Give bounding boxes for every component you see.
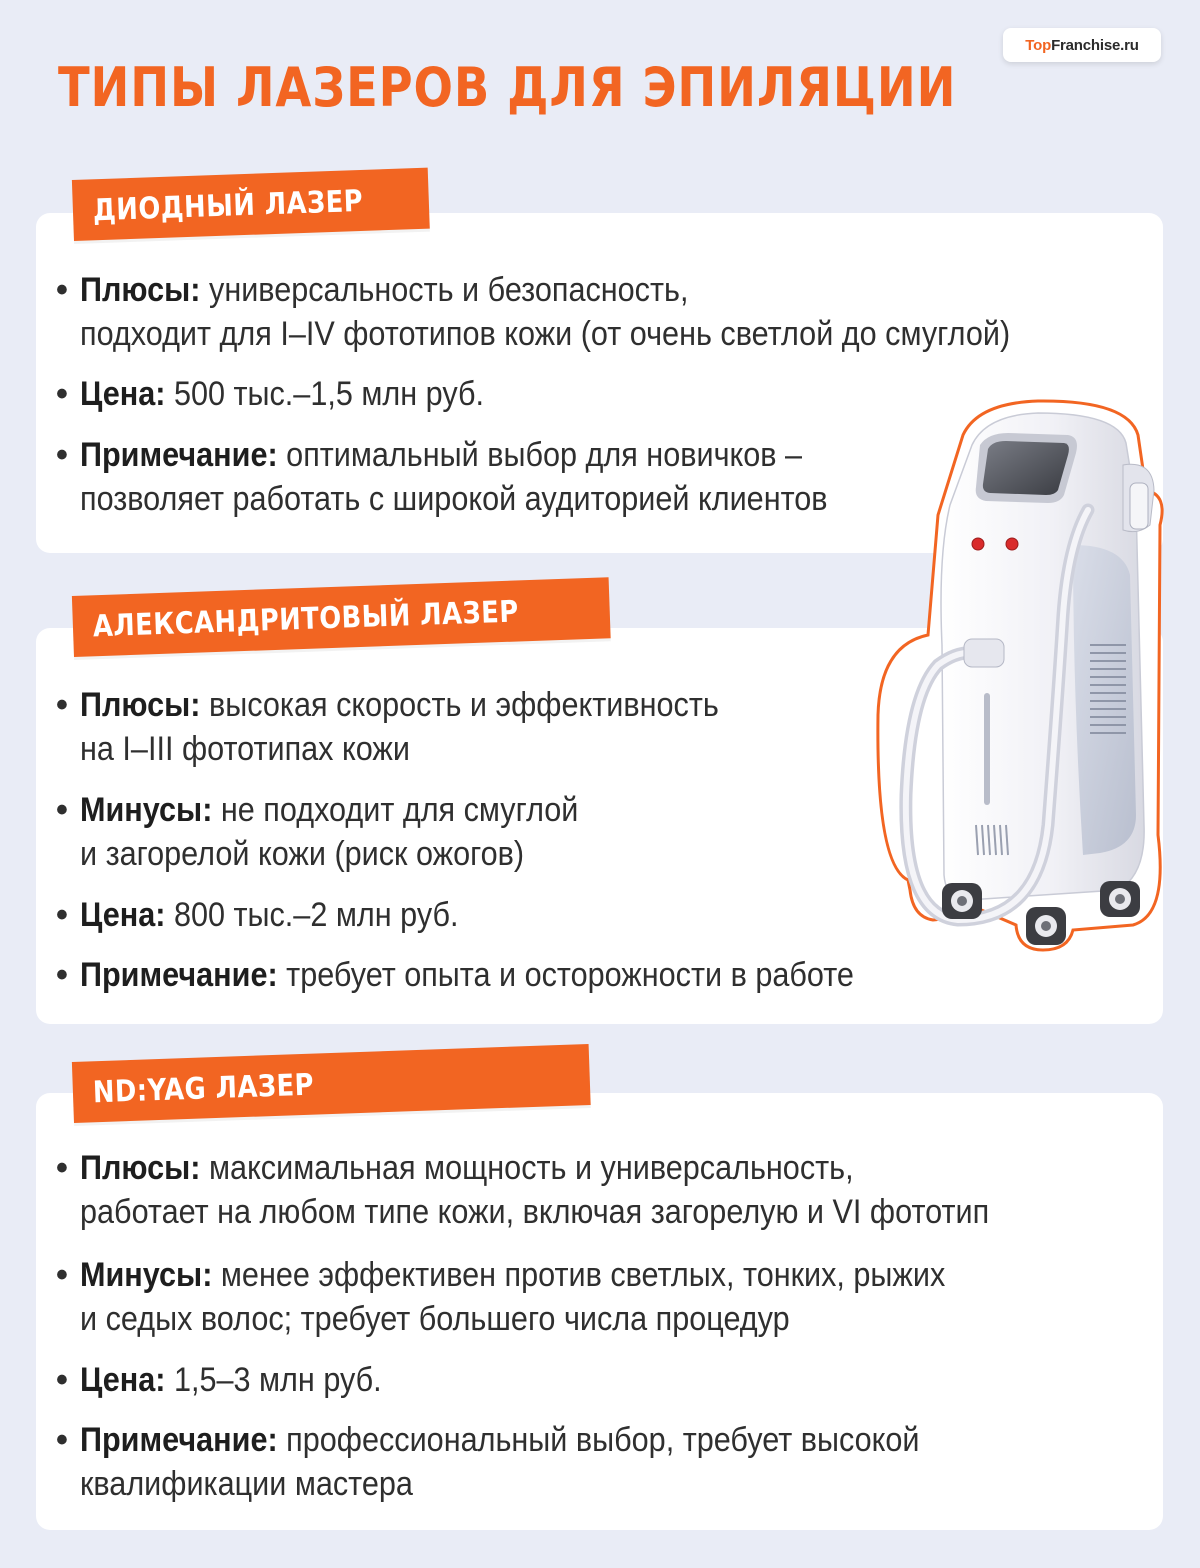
bullet: • xyxy=(56,791,68,829)
bullet: • xyxy=(56,896,68,934)
section-tag-ndyag: ND:YAG ЛАЗЕР xyxy=(72,1044,591,1123)
bullet: • xyxy=(56,271,68,309)
bullet: • xyxy=(56,956,68,994)
bullet: • xyxy=(56,1256,68,1294)
bullet: • xyxy=(56,1361,68,1399)
section-tag-diode: ДИОДНЫЙ ЛАЗЕР xyxy=(72,168,430,241)
page-title: ТИПЫ ЛАЗЕРОВ ДЛЯ ЭПИЛЯЦИИ xyxy=(58,56,957,119)
section-tag-alexandrite: АЛЕКСАНДРИТОВЫЙ ЛАЗЕР xyxy=(72,577,611,657)
bullet: • xyxy=(56,1421,68,1459)
brand-logo: Top Franchise.ru xyxy=(1003,28,1161,62)
bullet: • xyxy=(56,686,68,724)
laser-machine-icon xyxy=(868,395,1178,960)
bullet: • xyxy=(56,1149,68,1187)
bullet: • xyxy=(56,375,68,413)
bullet: • xyxy=(56,436,68,474)
